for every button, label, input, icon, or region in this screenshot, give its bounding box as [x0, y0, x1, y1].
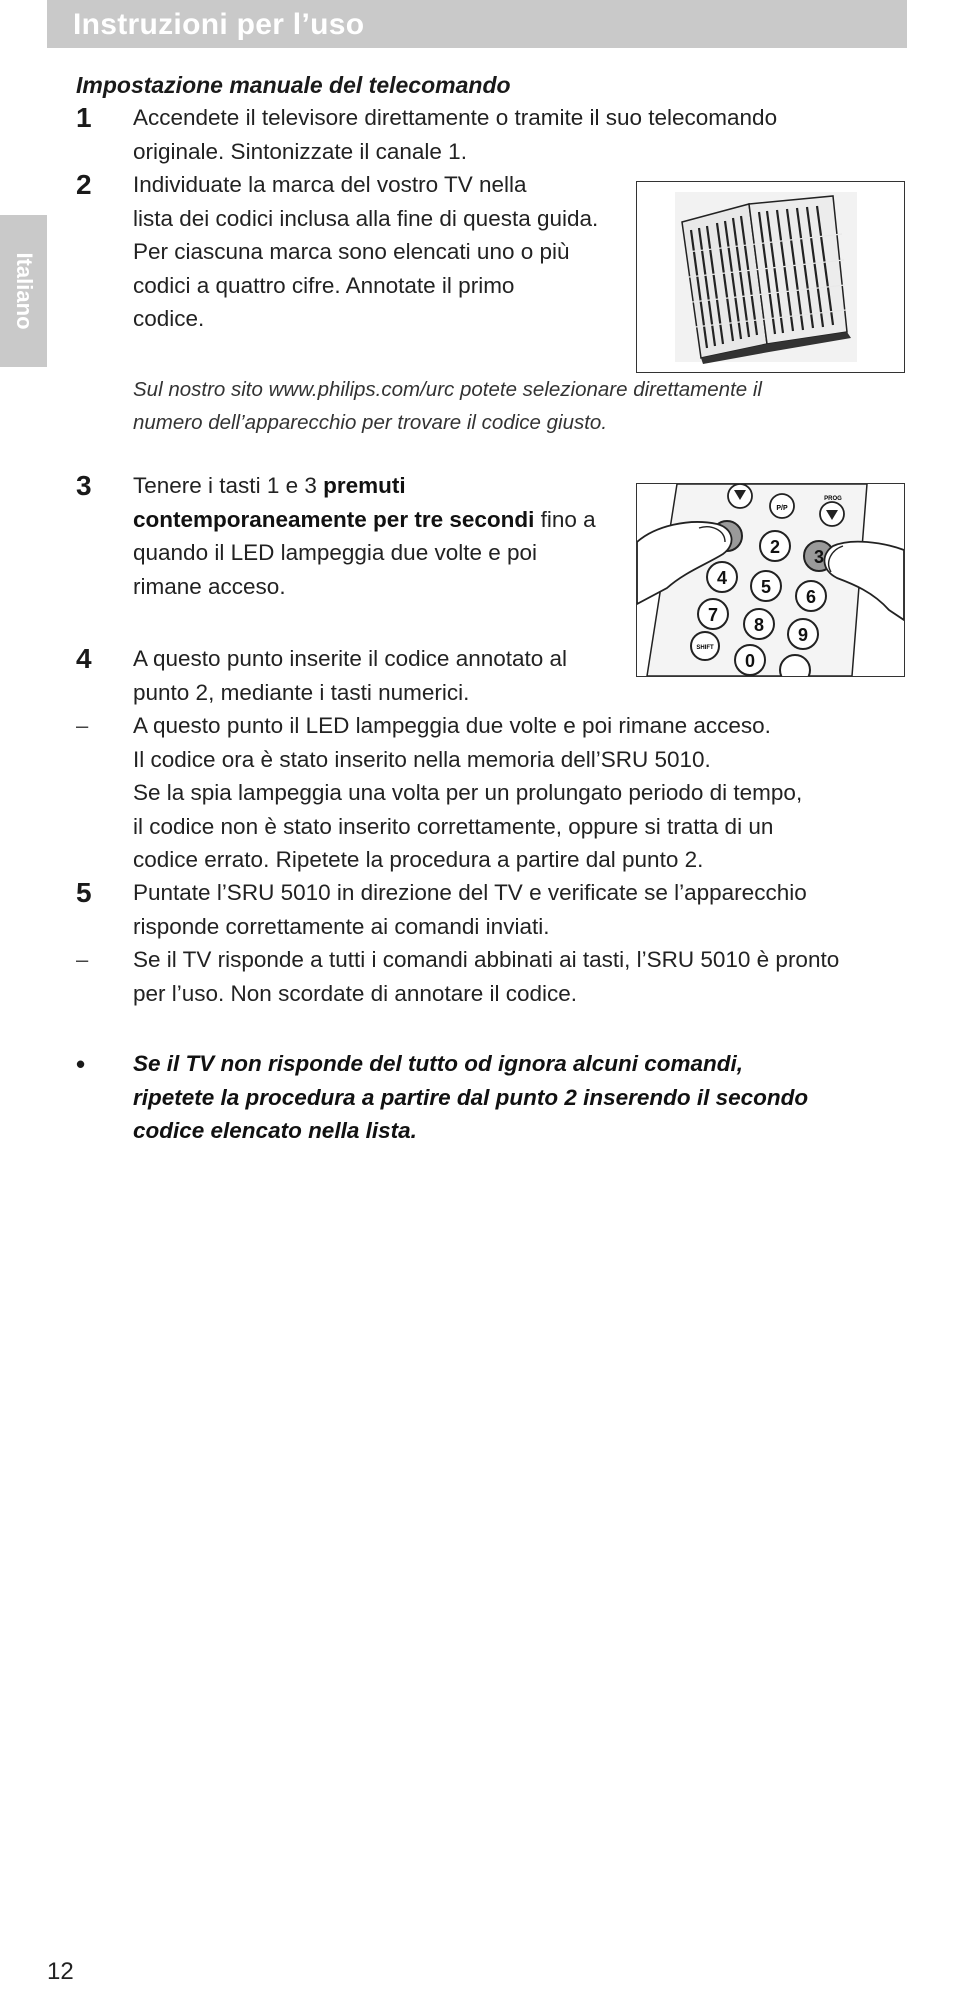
step-5-detail	[133, 943, 839, 1010]
step-1-number: 1	[76, 102, 92, 133]
step-3-line: rimane acceso.	[133, 573, 286, 599]
website-note	[133, 373, 853, 439]
step-4-detail-line: A questo punto il LED lampeggia due volte e poi rimane acceso.	[133, 713, 771, 738]
step-2-line: lista dei codici inclusa alla fine di questa guida.	[133, 205, 599, 231]
final-note-line: codice elencato nella lista.	[133, 1118, 417, 1143]
step-2-line: Per ciascuna marca sono elencati uno o più	[133, 239, 570, 264]
key-8-label: 8	[753, 615, 765, 635]
remote-keys-image	[636, 483, 905, 677]
step-4-dash: –	[76, 713, 89, 738]
code-list-booklet-image	[636, 181, 905, 373]
step-4-line: punto 2, mediante i tasti numerici.	[133, 679, 470, 705]
step-4-detail-line: codice errato. Ripetete la procedura a partire dal punto 2.	[133, 847, 704, 872]
prog-key-label: PROG	[824, 496, 842, 502]
step-1-line: originale. Sintonizzate il canale 1.	[133, 138, 467, 164]
step-5-detail-line: per l’uso. Non scordate di annotare il codice.	[133, 980, 578, 1006]
key-7-label: 7	[707, 605, 719, 625]
step-5-line: risponde correttamente ai comandi inviati.	[133, 913, 550, 939]
step-4-number: 4	[76, 643, 92, 674]
key-6-label: 6	[805, 587, 817, 607]
key-4-label: 4	[716, 568, 728, 588]
shift-key-label: SHIFT	[696, 645, 714, 651]
step-5-line: Puntate l’SRU 5010 in direzione del TV e verificate se l’apparecchio	[133, 880, 807, 905]
page-header-title: Instruzioni per l’uso	[73, 8, 365, 41]
step-4-text	[133, 642, 567, 709]
step-4-detail-line: il codice non è stato inserito correttamente, oppure si tratta di un	[133, 813, 774, 839]
step-1-line: Accendete il televisore direttamente o tramite il suo telecomando	[133, 105, 778, 130]
step-3-text-normal: Tenere i tasti 1 e 3	[133, 473, 324, 498]
step-3-line	[133, 503, 596, 537]
step-3-text-emphasis: contemporaneamente per tre secondi	[133, 506, 535, 532]
page-number: 12	[47, 1958, 74, 1985]
key-3-label: 3	[813, 547, 825, 567]
step-4-detail-line: Se la spia lampeggia una volta per un prolungato periodo di tempo,	[133, 780, 803, 805]
final-note-line: Se il TV non risponde del tutto od ignora alcuni comandi,	[133, 1051, 744, 1076]
step-4-detail-line: Il codice ora è stato inserito nella memoria dell’SRU 5010.	[133, 746, 711, 772]
step-3-number: 3	[76, 470, 92, 501]
step-5-detail-line: Se il TV risponde a tutti i comandi abbinati ai tasti, l’SRU 5010 è pronto	[133, 947, 840, 972]
step-3-text-emphasis: premuti	[323, 473, 406, 498]
step-3-text	[133, 469, 596, 603]
step-2-line: codici a quattro cifre. Annotate il primo	[133, 272, 515, 298]
website-note-line: Sul nostro sito www.philips.com/urc potete selezionare direttamente il	[133, 378, 762, 401]
step-2-line: codice.	[133, 306, 205, 331]
language-tab	[0, 215, 47, 367]
website-note-line: numero dell’apparecchio per trovare il codice giusto.	[133, 411, 608, 434]
key-2-label: 2	[769, 537, 781, 557]
step-1-text	[133, 101, 777, 168]
step-3-text-normal: fino a	[534, 506, 596, 532]
step-3-line: quando il LED lampeggia due volte e poi	[133, 540, 538, 565]
step-2-text	[133, 168, 598, 336]
open-booklet-illustration	[637, 182, 904, 372]
step-2-line: Individuate la marca del vostro TV nella	[133, 172, 527, 197]
language-tab-label: Italiano	[11, 252, 37, 330]
final-note-line: ripetete la procedura a partire dal punto 2 inserendo il secondo	[133, 1084, 809, 1110]
step-5-text	[133, 876, 807, 943]
step-4-detail	[133, 709, 802, 877]
final-note	[133, 1047, 903, 1148]
step-2-number: 2	[76, 169, 92, 200]
step-5-number: 5	[76, 877, 92, 908]
pp-key-label: P/P	[776, 505, 788, 512]
step-5-dash: –	[76, 947, 89, 972]
key-0-label: 0	[744, 651, 756, 671]
final-note-bullet: •	[76, 1049, 86, 1079]
remote-keys-illustration	[637, 484, 904, 676]
header-bar	[47, 0, 907, 48]
key-5-label: 5	[760, 577, 772, 597]
step-4-line: A questo punto inserite il codice annotato al	[133, 646, 568, 671]
key-9-label: 9	[797, 625, 809, 645]
section-title: Impostazione manuale del telecomando	[76, 72, 511, 98]
step-3-line	[133, 469, 596, 503]
